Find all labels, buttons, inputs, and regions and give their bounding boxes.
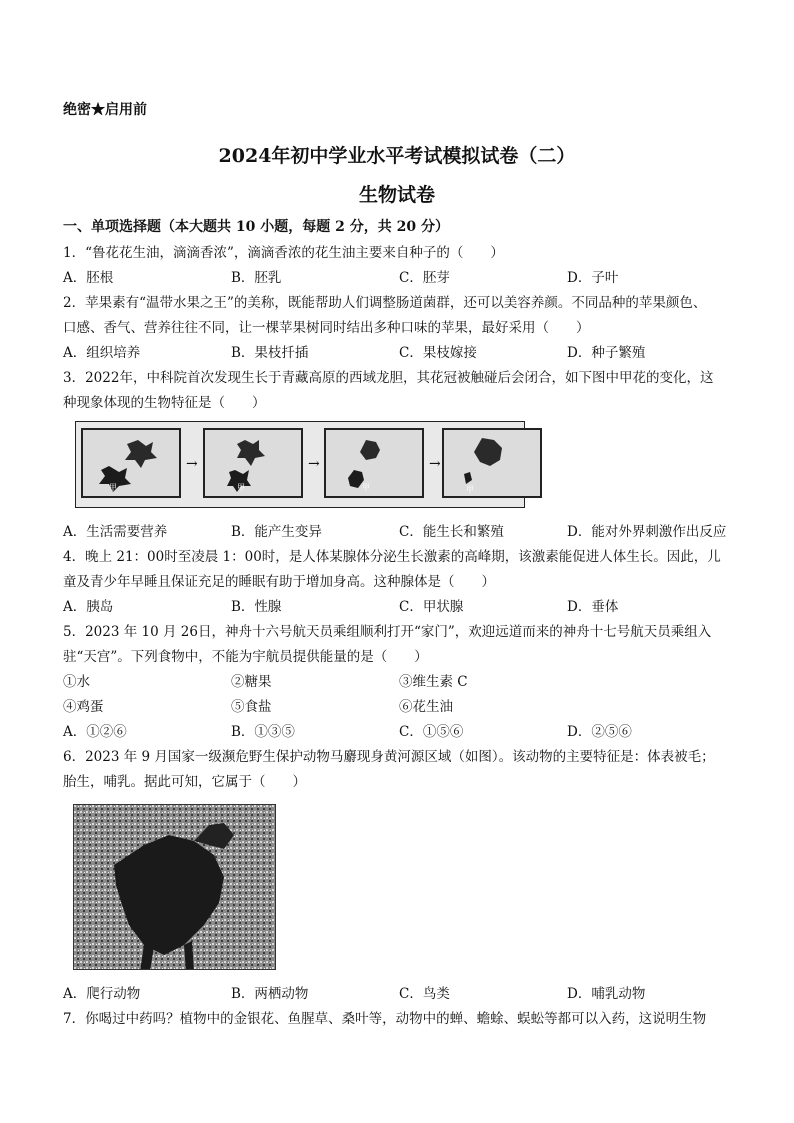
musk-deer-image [74, 805, 276, 970]
q2-stem-line2: 口感、香气、营养往往不同，让一棵苹果树同时结出多种口味的苹果，最好采用（ ） [63, 320, 590, 336]
q6-option-b[interactable]: B．两栖动物 [231, 986, 309, 1002]
q5-item-6: ⑥花生油 [399, 699, 453, 715]
secret-label: 绝密★启用前 [63, 102, 147, 118]
flower-image-3 [326, 430, 422, 496]
q1-option-c[interactable]: C．胚芽 [399, 270, 450, 286]
q5-item-4: ④鸡蛋 [63, 699, 104, 715]
flower-label-1: 甲 [109, 483, 117, 492]
q3-option-a[interactable]: A．生活需要营养 [63, 524, 168, 540]
flower-label-2: 甲 [237, 483, 245, 492]
q4-stem-line1: 4．晚上 21：00时至凌晨 1：00时，是人体某腺体分泌生长激素的高峰期，该激素能促进人体生长。因此，儿 [63, 549, 721, 565]
flower-image-4 [444, 430, 540, 496]
q5-stem-line1: 5．2023 年 10 月 26日，神舟十六号航天员乘组顺利打开“家门”，欢迎远道而来的神舟十七号航天员乘组入 [63, 624, 712, 640]
q2-option-b[interactable]: B．果枝扦插 [231, 345, 309, 361]
q5-item-3: ③维生素 C [399, 674, 468, 690]
q5-option-d[interactable]: D．②⑤⑥ [567, 724, 632, 740]
q5-option-b[interactable]: B．①③⑤ [231, 724, 295, 740]
q1-option-b[interactable]: B．胚乳 [231, 270, 282, 286]
flower-label-4: 甲 [466, 485, 474, 494]
q4-option-c[interactable]: C．甲状腺 [399, 599, 464, 615]
flower-image-1 [83, 430, 179, 496]
q6-stem-line2: 胎生，哺乳。据此可知，它属于（ ） [63, 774, 306, 790]
q4-option-b[interactable]: B．性腺 [231, 599, 282, 615]
q3-stem-line1: 3．2022年，中科院首次发现生长于青藏高原的西域龙胆，其花冠被触碰后会闭合，如下图中甲花的变化，这 [63, 370, 714, 386]
flower-image-2 [205, 430, 301, 496]
q4-stem-line2: 童及青少年早睡且保证充足的睡眠有助于增加身高。这种腺体是（ ） [63, 574, 495, 590]
section-heading: 一、单项选择题（本大题共 10 小题，每题 2 分，共 20 分） [63, 219, 449, 235]
flower-panel-2 [203, 428, 303, 498]
q3-option-d[interactable]: D．能对外界刺激作出反应 [567, 524, 727, 540]
q6-option-d[interactable]: D．哺乳动物 [567, 986, 646, 1002]
q2-option-d[interactable]: D．种子繁殖 [567, 345, 646, 361]
arrow-2: → [308, 456, 320, 472]
q3-stem-line2: 种现象体现的生物特征是（ ） [63, 395, 266, 411]
q5-option-c[interactable]: C．①⑤⑥ [399, 724, 464, 740]
q5-option-a[interactable]: A．①②⑥ [63, 724, 127, 740]
q5-item-1: ①水 [63, 674, 90, 690]
q5-stem-line2: 驻“天宫”。下列食物中，不能为宇航员提供能量的是（ ） [63, 649, 428, 665]
flower-panel-1 [81, 428, 181, 498]
flower-label-3: 甲 [362, 483, 370, 492]
q6-option-a[interactable]: A．爬行动物 [63, 986, 141, 1002]
q6-stem-line1: 6．2023 年 9 月国家一级濒危野生保护动物马麝现身黄河源区域（如图）。该动物的主要特征是：体表被毛； [63, 749, 715, 765]
flower-panel-3 [324, 428, 424, 498]
q1-option-a[interactable]: A．胚根 [63, 270, 114, 286]
q2-option-c[interactable]: C．果枝嫁接 [399, 345, 477, 361]
q2-option-a[interactable]: A．组织培养 [63, 345, 141, 361]
q2-stem-line1: 2．苹果素有“温带水果之王”的美称，既能帮助人们调整肠道菌群，还可以美容养颜。不同品种的苹果颜色、 [63, 295, 707, 311]
flower-panel-4 [442, 428, 542, 498]
q1-option-d[interactable]: D．子叶 [567, 270, 619, 286]
q7-stem-line1: 7．你喝过中药吗？植物中的金银花、鱼腥草、桑叶等，动物中的蝉、蟾蜍、蜈蚣等都可以入药，这说明生物 [63, 1011, 707, 1027]
q5-item-2: ②糖果 [231, 674, 272, 690]
q1-stem: 1．“鲁花花生油，滴滴香浓”，滴滴香浓的花生油主要来自种子的（ ） [63, 245, 504, 261]
q3-option-c[interactable]: C．能生长和繁殖 [399, 524, 504, 540]
exam-subtitle: 生物试卷 [358, 184, 435, 206]
q4-option-a[interactable]: A．胰岛 [63, 599, 114, 615]
q6-option-c[interactable]: C．鸟类 [399, 986, 450, 1002]
exam-title: 2024年初中学业水平考试模拟试卷（二） [218, 145, 576, 167]
arrow-1: → [186, 456, 198, 472]
q3-option-b[interactable]: B．能产生变异 [231, 524, 322, 540]
q5-item-5: ⑤食盐 [231, 699, 272, 715]
flower-sequence-figure [75, 421, 525, 508]
q4-option-d[interactable]: D．垂体 [567, 599, 619, 615]
musk-deer-photo [73, 804, 276, 970]
arrow-3: → [429, 456, 441, 472]
